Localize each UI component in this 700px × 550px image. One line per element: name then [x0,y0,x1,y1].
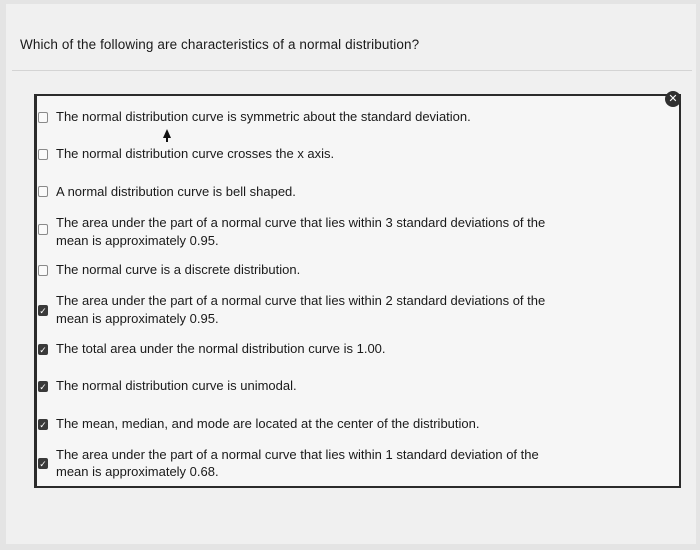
option-0[interactable] [38,104,658,130]
option-9[interactable] [38,444,658,484]
checkbox[interactable] [38,112,48,123]
checkbox[interactable] [38,186,48,197]
checkbox[interactable] [38,265,48,276]
option-label-line2: mean is approximately 0.95. [56,233,219,248]
check-icon[interactable]: ✓ [39,420,47,430]
check-icon[interactable]: ✓ [39,459,47,469]
option-6[interactable] [38,338,658,364]
option-label-line1: The area under the part of a normal curve that lies within 3 standard deviations of the [56,215,546,230]
option-label-line1: The area under the part of a normal curve that lies within 1 standard deviation of the [56,447,539,462]
check-icon[interactable]: ✓ [39,345,47,355]
checkbox[interactable] [38,224,48,235]
option-label: The normal distribution curve is unimodal. [56,378,297,393]
option-1[interactable] [38,142,658,168]
checkbox[interactable] [38,149,48,160]
check-icon[interactable]: ✓ [39,382,47,392]
option-label-line2: mean is approximately 0.95. [56,311,219,326]
option-label: The mean, median, and mode are located at the center of the distribution. [56,416,480,431]
option-8[interactable] [38,413,658,439]
option-3[interactable] [38,212,658,256]
divider [12,70,692,71]
option-label: A normal distribution curve is bell shaped. [56,184,296,199]
option-label-line2: mean is approximately 0.68. [56,464,219,479]
option-2[interactable] [38,180,658,206]
option-5[interactable] [38,290,658,334]
check-icon[interactable]: ✓ [39,306,47,316]
option-label: The normal distribution curve crosses the x axis. [56,146,335,161]
option-4[interactable] [38,258,658,284]
option-7[interactable] [38,375,658,401]
close-icon[interactable]: ✕ [665,91,681,107]
question-text: Which of the following are characteristics of a normal distribution? [20,37,420,52]
option-label: The normal distribution curve is symmetric about the standard deviation. [56,109,471,124]
mouse-pointer-icon [163,129,171,138]
option-label: The normal curve is a discrete distribution. [56,262,301,277]
option-label-line1: The area under the part of a normal curve that lies within 2 standard deviations of the [56,293,546,308]
option-label: The total area under the normal distribution curve is 1.00. [56,341,386,356]
